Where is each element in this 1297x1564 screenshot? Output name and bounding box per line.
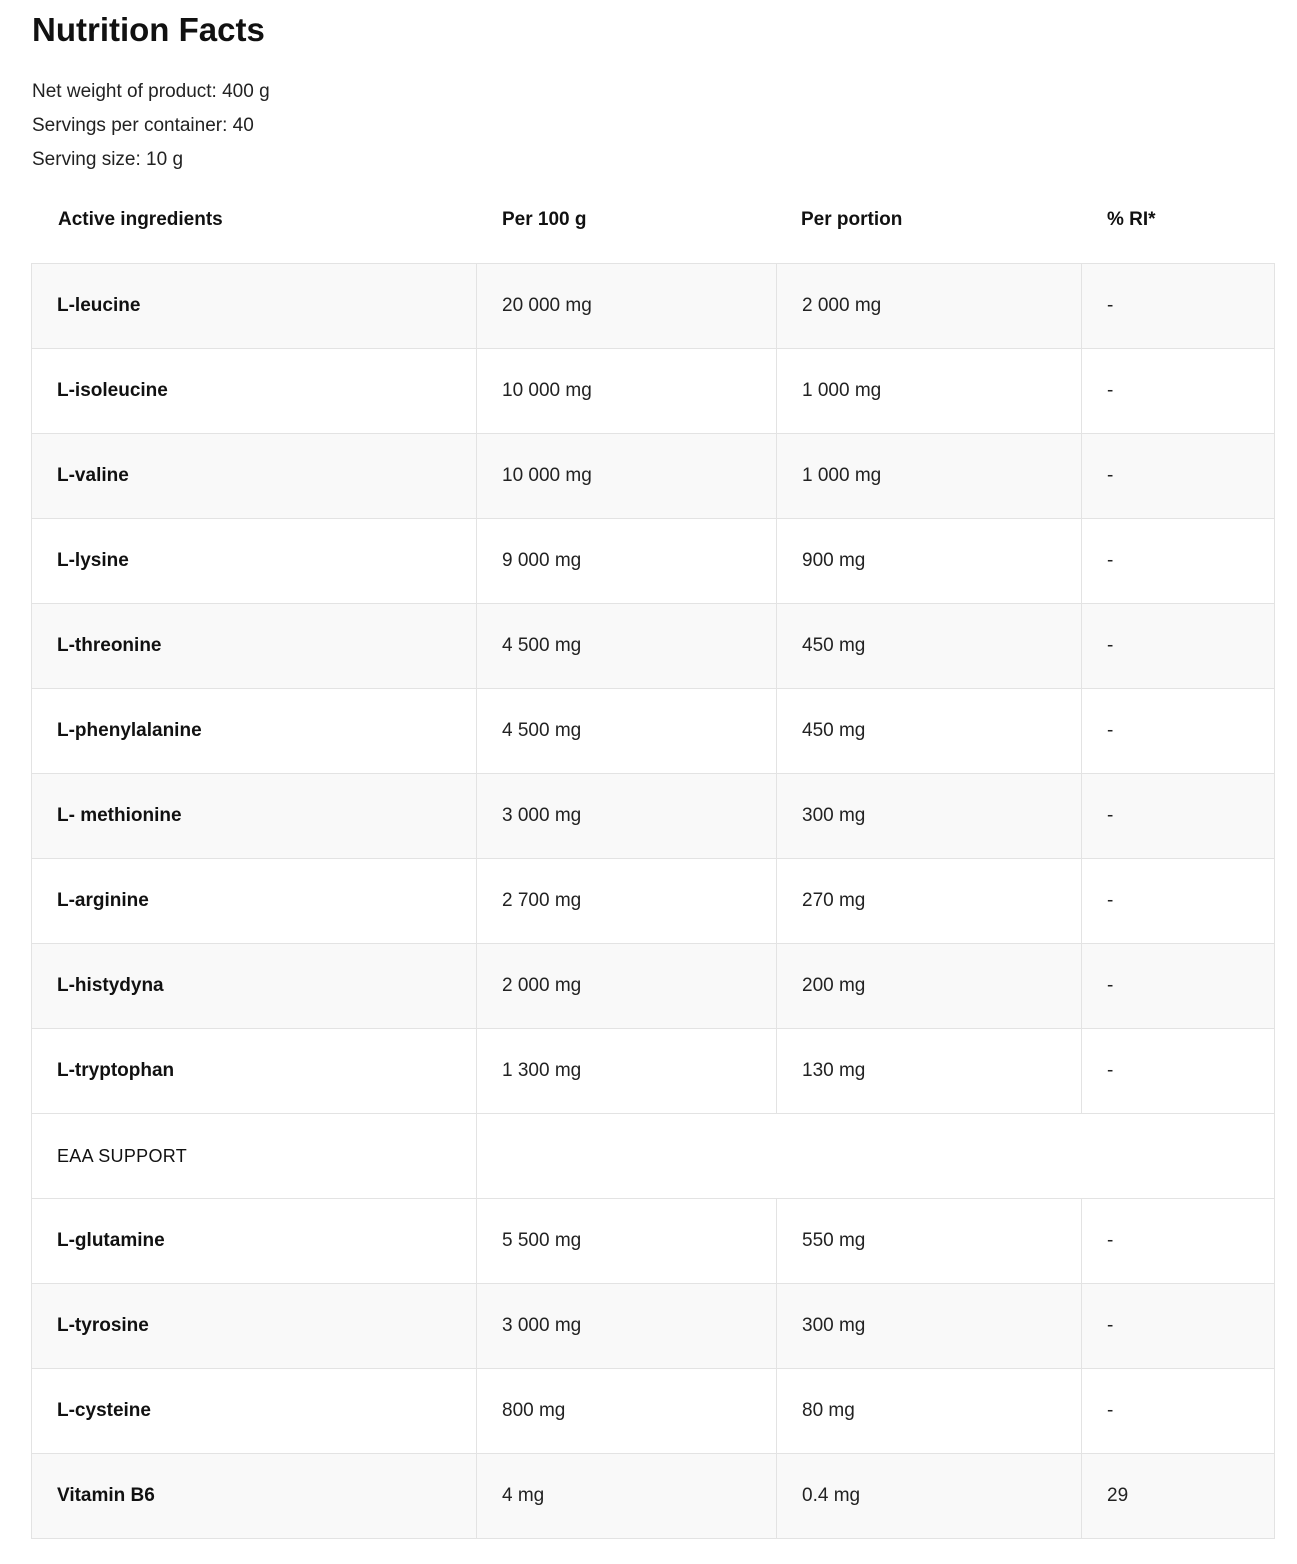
ingredient-name-cell: L-threonine — [32, 604, 477, 689]
ri-cell: - — [1082, 1369, 1275, 1454]
per-100g-cell: 5 500 mg — [477, 1199, 777, 1284]
ri-cell: - — [1082, 604, 1275, 689]
ri-cell: - — [1082, 1284, 1275, 1369]
ri-cell: - — [1082, 434, 1275, 519]
per-portion-cell: 130 mg — [777, 1029, 1082, 1114]
per-100g-cell: 2 000 mg — [477, 944, 777, 1029]
per-portion-cell: 2 000 mg — [777, 264, 1082, 349]
ingredient-name-cell: L-leucine — [32, 264, 477, 349]
table-row — [32, 264, 1275, 349]
nutrition-table-body — [32, 264, 1275, 1539]
per-portion-cell: 900 mg — [777, 519, 1082, 604]
net-weight-text: Net weight of product: 400 g — [32, 81, 270, 102]
page-title: Nutrition Facts — [32, 11, 265, 48]
ri-cell: - — [1082, 689, 1275, 774]
table-row — [32, 1199, 1275, 1284]
table-row — [32, 1454, 1275, 1539]
ri-cell: - — [1082, 1029, 1275, 1114]
per-portion-cell: 270 mg — [777, 859, 1082, 944]
ingredient-name-cell: L-valine — [32, 434, 477, 519]
ri-cell: - — [1082, 774, 1275, 859]
per-100g-cell: 800 mg — [477, 1369, 777, 1454]
ri-cell: - — [1082, 264, 1275, 349]
per-portion-cell: 300 mg — [777, 1284, 1082, 1369]
ingredient-name-cell: L-histydyna — [32, 944, 477, 1029]
per-portion-cell: 200 mg — [777, 944, 1082, 1029]
table-header — [32, 196, 1274, 244]
table-row — [32, 604, 1275, 689]
column-header-per-100g: Per 100 g — [502, 209, 587, 230]
table-row — [32, 1284, 1275, 1369]
ingredient-name-cell: L-arginine — [32, 859, 477, 944]
per-100g-cell: 3 000 mg — [477, 1284, 777, 1369]
section-row — [32, 1114, 1275, 1199]
ri-cell: 29 — [1082, 1454, 1275, 1539]
ri-cell: - — [1082, 349, 1275, 434]
column-header-per-portion: Per portion — [801, 209, 903, 230]
per-100g-cell: 20 000 mg — [477, 264, 777, 349]
per-100g-cell: 4 500 mg — [477, 689, 777, 774]
ingredient-name-cell: L-glutamine — [32, 1199, 477, 1284]
ingredient-name-cell: L- methionine — [32, 774, 477, 859]
ingredient-name-cell: L-lysine — [32, 519, 477, 604]
section-label: EAA SUPPORT — [32, 1114, 477, 1199]
per-portion-cell: 1 000 mg — [777, 349, 1082, 434]
per-100g-cell: 2 700 mg — [477, 859, 777, 944]
column-header-ri: % RI* — [1107, 209, 1156, 230]
ingredient-name-cell: L-phenylalanine — [32, 689, 477, 774]
table-row — [32, 774, 1275, 859]
ingredient-name-cell: L-isoleucine — [32, 349, 477, 434]
table-row — [32, 349, 1275, 434]
table-row — [32, 1029, 1275, 1114]
table-row — [32, 689, 1275, 774]
ri-cell: - — [1082, 859, 1275, 944]
ingredient-name-cell: L-cysteine — [32, 1369, 477, 1454]
per-portion-cell: 450 mg — [777, 604, 1082, 689]
per-portion-cell: 550 mg — [777, 1199, 1082, 1284]
per-100g-cell: 10 000 mg — [477, 434, 777, 519]
servings-per-container-text: Servings per container: 40 — [32, 115, 254, 136]
per-portion-cell: 1 000 mg — [777, 434, 1082, 519]
per-portion-cell: 0.4 mg — [777, 1454, 1082, 1539]
per-portion-cell: 300 mg — [777, 774, 1082, 859]
per-100g-cell: 4 mg — [477, 1454, 777, 1539]
table-row — [32, 944, 1275, 1029]
ingredient-name-cell: L-tryptophan — [32, 1029, 477, 1114]
serving-size-text: Serving size: 10 g — [32, 149, 184, 170]
ingredient-name-cell: L-tyrosine — [32, 1284, 477, 1369]
ri-cell: - — [1082, 1199, 1275, 1284]
per-100g-cell: 10 000 mg — [477, 349, 777, 434]
per-100g-cell: 9 000 mg — [477, 519, 777, 604]
column-header-ingredient: Active ingredients — [58, 209, 223, 230]
ingredient-name-cell: Vitamin B6 — [32, 1454, 477, 1539]
section-empty-cell — [477, 1114, 1275, 1199]
ri-cell: - — [1082, 944, 1275, 1029]
table-row — [32, 519, 1275, 604]
per-100g-cell: 1 300 mg — [477, 1029, 777, 1114]
table-row — [32, 434, 1275, 519]
per-100g-cell: 3 000 mg — [477, 774, 777, 859]
table-row — [32, 859, 1275, 944]
nutrition-table — [31, 263, 1275, 1539]
ri-cell: - — [1082, 519, 1275, 604]
per-portion-cell: 80 mg — [777, 1369, 1082, 1454]
table-row — [32, 1369, 1275, 1454]
per-100g-cell: 4 500 mg — [477, 604, 777, 689]
per-portion-cell: 450 mg — [777, 689, 1082, 774]
